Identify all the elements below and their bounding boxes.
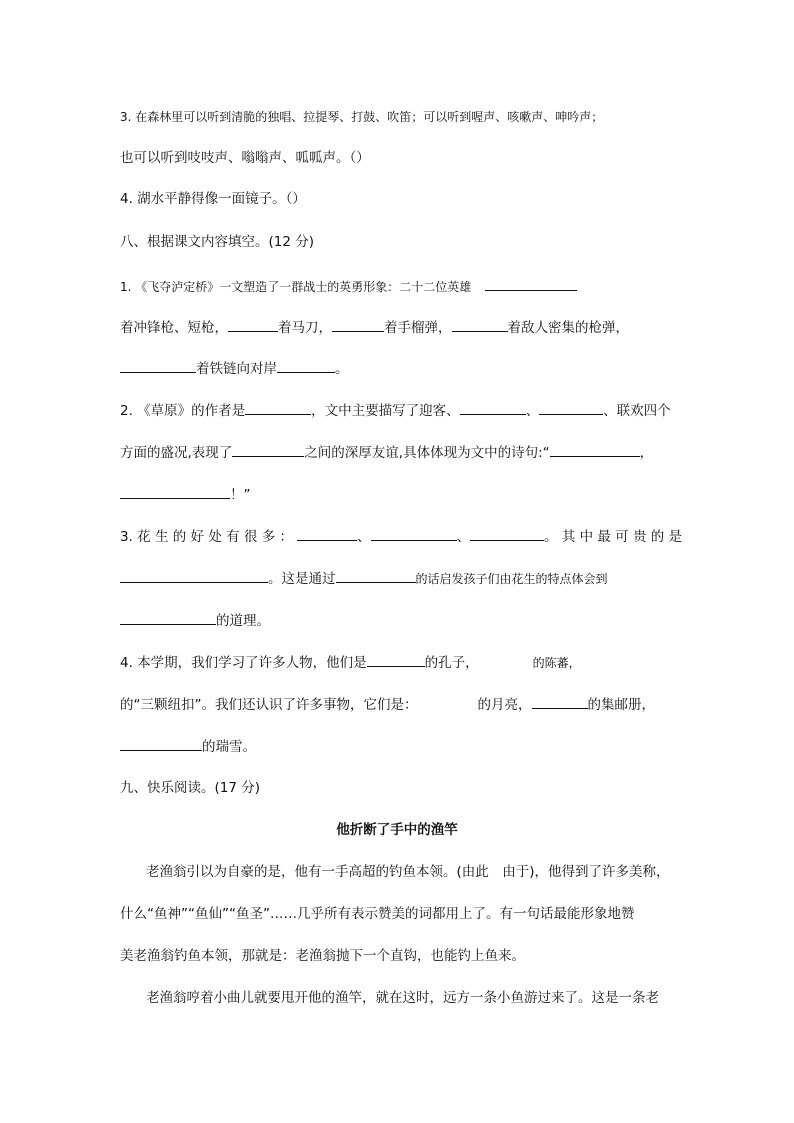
text-segment: 、 — [357, 529, 371, 545]
q8-item4-line3 — [120, 736, 256, 757]
answer-blank[interactable] — [332, 317, 384, 332]
reading-p1-line3: 美老渔翁钓鱼本领，那就是：老渔翁抛下一个直钩，也能钓上鱼来。 — [120, 948, 525, 964]
text-segment: 方面的盛况,表现了 — [120, 445, 233, 461]
text-segment: 。这是通过 — [268, 571, 336, 587]
text-segment: 的“三颗纽扣”。我们还认识了许多事物，它们是： — [120, 697, 418, 713]
q8-item1-line2 — [120, 317, 629, 338]
q8-item3-line2 — [120, 568, 608, 589]
reading-p1-line2: 什么“鱼神”“鱼仙”“鱼圣”……几乎所有表示赞美的词都用上了。有一句话最能形象地赞 — [120, 906, 635, 922]
answer-blank[interactable] — [120, 610, 216, 625]
answer-blank[interactable] — [277, 358, 335, 373]
text-segment: 着手榴弹， — [384, 320, 452, 336]
reading-p2-line1: 老渔翁哼着小曲儿就要甩开他的渔竿，就在这时，远方一条小鱼游过来了。这是一条老 — [146, 990, 659, 1006]
text-segment: 3. 花 生 的 好 处 有 很 多 ： — [120, 529, 294, 545]
answer-blank[interactable] — [297, 526, 357, 541]
text-segment: 着马刀， — [278, 320, 332, 336]
reading-p1-line1: 老渔翁引以为自豪的是，他有一手高超的钓鱼本领。(由此 由于)，他得到了许多美称， — [146, 864, 670, 880]
answer-blank[interactable] — [245, 400, 311, 415]
answer-blank[interactable] — [336, 568, 416, 583]
answer-blank[interactable] — [539, 400, 603, 415]
answer-blank[interactable] — [485, 276, 577, 291]
text-segment: 2. 《草原》的作者是 — [120, 403, 246, 419]
q9-heading: 九、快乐阅读。(17 分) — [120, 780, 261, 796]
text-segment: 的话启发孩子们由花生的特点体会到 — [415, 572, 608, 586]
text-segment: 、联欢四个 — [603, 403, 671, 419]
text-segment: 的道理。 — [216, 613, 270, 629]
reading-title: 他折断了手中的渔竿 — [336, 822, 458, 838]
answer-blank[interactable] — [120, 484, 230, 499]
q7-item4: 4. 湖水平静得像一面镜子。（） — [120, 191, 306, 207]
q8-item2-line1 — [120, 400, 671, 421]
q8-item2-line3 — [120, 484, 251, 505]
q8-item1-line1 — [120, 276, 577, 297]
q7-item3-line2: 也可以听到吱吱声、嗡嗡声、呱呱声。（） — [120, 150, 370, 166]
q8-item4-line1 — [120, 652, 581, 673]
text-segment: 着敌人密集的枪弹， — [507, 320, 629, 336]
text-segment: 。 — [335, 361, 349, 377]
answer-blank[interactable] — [120, 736, 202, 751]
text-segment: ， — [639, 445, 654, 461]
answer-blank[interactable] — [470, 526, 544, 541]
answer-blank[interactable] — [532, 694, 588, 709]
text-segment: 的月亮， — [477, 697, 532, 713]
q8-item4-line2 — [120, 694, 655, 715]
answer-blank[interactable] — [550, 442, 640, 457]
text-segment: 、 — [525, 403, 540, 419]
text-segment: 。 其 中 最 可 贵 的 是 — [544, 529, 683, 545]
q8-heading: 八、根据课文内容填空。(12 分) — [120, 234, 315, 250]
text-segment: 的孔子， — [424, 655, 479, 671]
text-segment: 之间的深厚友谊,具体体现为文中的诗句:“ — [304, 445, 550, 461]
text-segment: 的集邮册， — [587, 697, 655, 713]
text-segment: 着冲锋枪、短枪， — [120, 320, 228, 336]
answer-blank[interactable] — [228, 317, 278, 332]
text-segment: 着铁链向对岸 — [196, 361, 277, 377]
answer-blank[interactable] — [232, 442, 304, 457]
answer-blank[interactable] — [371, 526, 457, 541]
answer-blank[interactable] — [120, 358, 196, 373]
text-segment: ，文中主要描写了迎客、 — [311, 403, 460, 419]
q8-item3-line1 — [120, 526, 682, 547]
text-segment: 的陈蕃， — [532, 656, 581, 670]
text-segment: 、 — [456, 529, 471, 545]
q8-item1-text: 1. 《飞夺泸定桥》一文塑造了一群战士的英勇形象：二十二位英雄 — [120, 280, 472, 294]
q7-item3-line1: 3. 在森林里可以听到清脆的独唱、拉提琴、打鼓、吹笛；可以听到喔声、咳嗽声、呻吟声； — [120, 110, 604, 124]
text-segment: 的瑞雪。 — [202, 739, 256, 755]
answer-blank[interactable] — [120, 568, 268, 583]
answer-blank[interactable] — [452, 317, 508, 332]
text-segment: 4. 本学期，我们学习了许多人物，他们是 — [120, 655, 367, 671]
q8-item2-line2 — [120, 442, 653, 463]
answer-blank[interactable] — [460, 400, 526, 415]
q8-item3-line3 — [120, 610, 270, 631]
text-segment: ！” — [230, 487, 251, 503]
q8-item1-line3 — [120, 358, 349, 379]
answer-blank[interactable] — [367, 652, 425, 667]
